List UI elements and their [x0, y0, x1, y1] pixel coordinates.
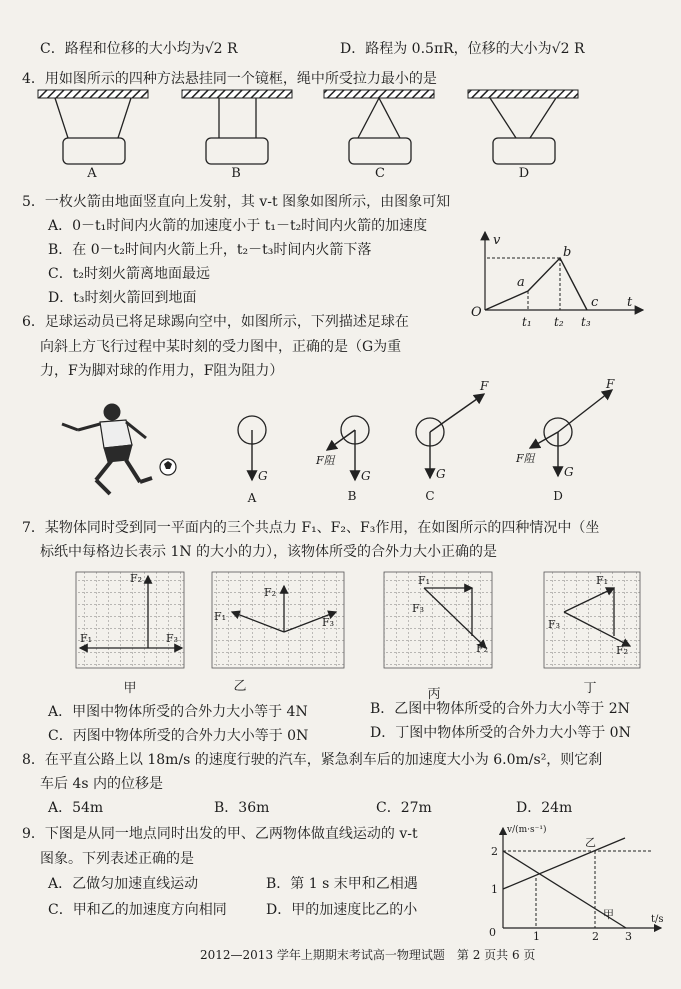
- q7-yi-f1: F₁: [214, 610, 227, 623]
- q8-option-b: B．36m: [214, 800, 270, 816]
- q5-option-b: B．在 0－t₂时间内火箭上升，t₂－t₃时间内火箭下落: [48, 242, 372, 258]
- q9-option-c: C．甲和乙的加速度方向相同: [48, 902, 227, 918]
- q7-ding-f2: F₂: [616, 644, 629, 657]
- q5-point-b: b: [563, 245, 572, 260]
- q5-point-c: c: [591, 295, 599, 310]
- q7-line-1: 7．某物体同时受到同一平面内的三个共点力 F₁、F₂、F₃作用，在如图所示的四种情况中（坐: [22, 520, 600, 536]
- q6-b-fz: F阻: [316, 454, 335, 467]
- q9-ylabel: v/(m·s⁻¹): [507, 825, 547, 835]
- q5-point-a: a: [517, 275, 525, 290]
- q7-label-yi: 乙: [233, 679, 247, 694]
- q4-figure: [0, 85, 681, 195]
- q7-grid-bing: [384, 572, 492, 668]
- q5-option-a: A．0－t₁时间内火箭的加速度小于 t₁－t₂时间内火箭的加速度: [48, 218, 428, 234]
- q6-line-1: 6．足球运动员已将足球踢向空中，如图所示，下列描述足球在: [22, 314, 409, 330]
- q9-line-1: 9．下图是从同一地点同时出发的甲、乙两物体做直线运动的 v-t: [22, 826, 418, 842]
- q8-option-a: A．54m: [48, 800, 104, 816]
- q5-t-label: t: [627, 295, 633, 310]
- q6-d-f: F: [606, 377, 615, 391]
- q7-grid-yi: [212, 572, 344, 668]
- q5-origin-label: O: [471, 305, 482, 320]
- q7-option-d: D．丁图中物体所受的合外力大小等于 0N: [370, 725, 631, 741]
- q6-a-g: G: [258, 469, 268, 483]
- q6-c-f: F: [480, 379, 489, 393]
- q4-diagram-c: [324, 90, 434, 164]
- q4-label-d: D: [518, 166, 530, 181]
- q6-label-a: A: [247, 491, 257, 505]
- q9-xlabel: t/s: [651, 914, 664, 925]
- q9-label-jia: 甲: [603, 908, 614, 921]
- q4-stem: 4．用如图所示的四种方法悬挂同一个镜框，绳中所受拉力最小的是: [22, 71, 437, 87]
- q6-figure: [0, 377, 681, 505]
- q9-tick-x1: 1: [533, 930, 540, 943]
- q9-tick-y2: 2: [491, 845, 498, 858]
- q6-diagram-b: [315, 416, 371, 483]
- q6-diagram-c: [416, 379, 489, 481]
- page-footer: 2012—2013 学年上期期末考试高一物理试题 第 2 页共 6 页: [200, 948, 536, 962]
- q7-grid-jia: [76, 572, 184, 668]
- q4-label-c: C: [375, 166, 385, 181]
- q5-tick-t2: t₂: [554, 315, 564, 329]
- q4-label-a: A: [87, 166, 97, 181]
- q7-option-a: A．甲图中物体所受的合外力大小等于 4N: [48, 704, 308, 720]
- q6-diagram-d: [515, 377, 615, 479]
- q4-diagram-d: [468, 90, 578, 164]
- q6-c-g: G: [436, 467, 446, 481]
- q6-line-3: 力，F为脚对球的作用力，F阻为阻力）: [40, 363, 284, 379]
- q5-option-c: C．t₂时刻火箭离地面最远: [48, 266, 210, 282]
- q5-v-label: v: [493, 233, 501, 248]
- q7-jia-f2: F₂: [130, 572, 143, 585]
- q6-label-d: D: [553, 489, 563, 503]
- q7-ding-f3: F₃: [548, 618, 561, 631]
- q6-diagram-a: [238, 416, 268, 483]
- q7-line-2: 标纸中每格边长表示 1N 的大小的力），该物体所受的合外力大小正确的是: [40, 544, 498, 560]
- q8-line-1: 8．在平直公路上以 18m/s 的速度行驶的汽车，紧急刹车后的加速度大小为 6.0m/s²，则它刹: [22, 752, 603, 768]
- q6-label-b: B: [347, 489, 357, 503]
- q7-bing-f2: F₂: [476, 642, 489, 655]
- q3-option-d: D．路程为 0.5πR，位移的大小为√2 R: [340, 41, 585, 57]
- q7-option-c: C．丙图中物体所受的合外力大小等于 0N: [48, 728, 309, 744]
- q7-ding-f1: F₁: [596, 574, 609, 587]
- q9-origin: 0: [489, 926, 496, 939]
- q7-label-ding: 丁: [583, 681, 597, 696]
- soccer-ball-icon: [160, 459, 176, 475]
- q7-yi-f3: F₃: [322, 616, 335, 629]
- q7-jia-f3: F₃: [166, 632, 179, 645]
- q7-option-b: B．乙图中物体所受的合外力大小等于 2N: [370, 701, 630, 717]
- q5-vt-graph: [465, 228, 645, 338]
- soccer-player-illustration: [62, 404, 152, 494]
- q7-bing-f1: F₁: [418, 574, 431, 587]
- q9-line-yi: [503, 838, 625, 889]
- q8-option-c: C．27m: [376, 800, 432, 816]
- q9-option-b: B．第 1 s 末甲和乙相遇: [266, 876, 418, 892]
- q6-line-2: 向斜上方飞行过程中某时刻的受力图中，正确的是（G为重: [40, 339, 402, 355]
- q7-label-bing: 丙: [427, 687, 441, 702]
- q9-label-yi: 乙: [585, 836, 596, 849]
- q7-label-jia: 甲: [123, 681, 137, 696]
- q4-diagram-a: [38, 90, 148, 164]
- q9-line-2: 图象。下列表述正确的是: [40, 851, 194, 867]
- q9-tick-x3: 3: [625, 930, 632, 943]
- q5-tick-t1: t₁: [522, 315, 532, 329]
- q3-option-c: C．路程和位移的大小均为√2 R: [40, 41, 238, 57]
- q5-tick-t3: t₃: [581, 315, 591, 329]
- q6-label-c: C: [425, 489, 435, 503]
- q9-option-a: A．乙做匀加速直线运动: [48, 876, 199, 892]
- q5-option-d: D．t₃时刻火箭回到地面: [48, 290, 197, 306]
- q8-option-d: D．24m: [516, 800, 573, 816]
- q7-jia-f1: F₁: [80, 632, 93, 645]
- q6-d-g: G: [564, 465, 574, 479]
- q9-tick-y1: 1: [491, 883, 498, 896]
- q7-figure: [0, 568, 681, 702]
- q5-vt-line: [485, 258, 587, 310]
- q7-yi-f2: F₂: [264, 586, 277, 599]
- q4-label-b: B: [231, 166, 241, 181]
- q6-b-g: G: [361, 469, 371, 483]
- q9-vt-graph: [475, 820, 665, 943]
- q4-diagram-b: [182, 90, 292, 164]
- q9-option-d: D．甲的加速度比乙的小: [266, 902, 418, 918]
- q5-stem: 5．一枚火箭由地面竖直向上发射，其 v-t 图象如图所示，由图象可知: [22, 194, 451, 210]
- q6-d-fz: F阻: [516, 452, 535, 465]
- q7-grid-ding: [544, 572, 640, 668]
- q7-bing-f3: F₃: [412, 602, 425, 615]
- q8-line-2: 车后 4s 内的位移是: [40, 776, 163, 792]
- q9-tick-x2: 2: [592, 930, 599, 943]
